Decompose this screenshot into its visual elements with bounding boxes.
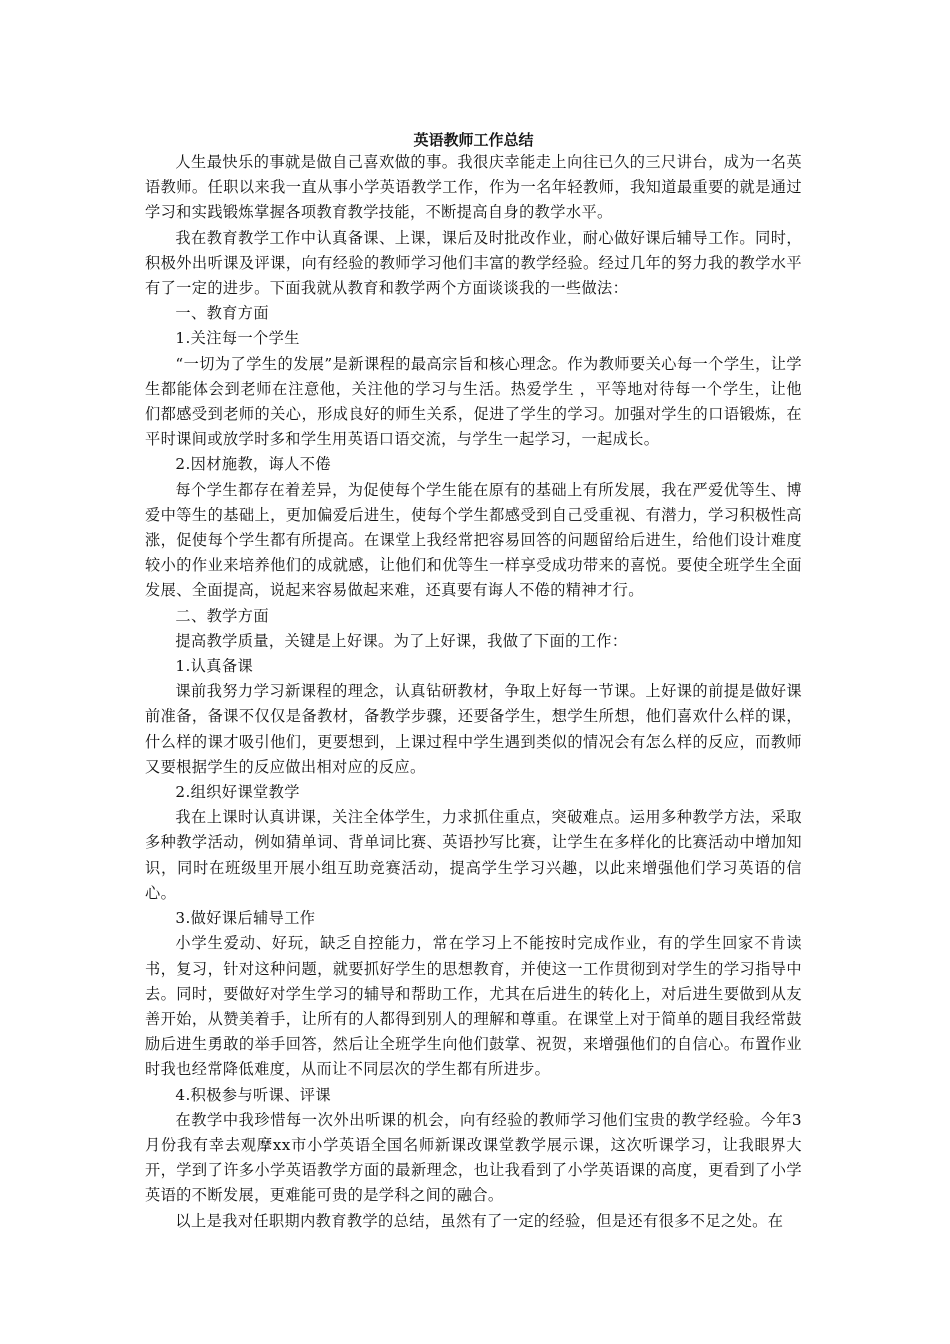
subheading-classroom-organization: 2.组织好课堂教学: [175, 783, 300, 802]
document-title: 英语教师工作总结: [413, 131, 534, 149]
subheading-care-every-student: 1.关注每一个学生: [175, 329, 300, 348]
paragraph-lesson-prep: 课前我努力学习新课程的理念，认真钻研教材，争取上好每一节课。上好课的前提是做好课前准备，备课不仅仅是备教材，备教学步骤，还要备学生，想学生所想，他们喜欢什么样的课，什么样的课才吸引他们，更要想到，上课过程中学生遇到类似的情况会有怎么样的反应，而教师又要根据学生的反应做出相对应的反应。: [145, 682, 802, 776]
paragraph-overview: 我在教育教学工作中认真备课、上课，课后及时批改作业，耐心做好课后辅导工作。同时，积极外出听课及评课，向有经验的教师学习他们丰富的教学经验。经过几年的努力我的教学水平有了一定的进步。下面我就从教育和教学两个方面谈谈我的一些做法：: [145, 228, 802, 298]
subheading-after-class-tutoring: 3.做好课后辅导工作: [175, 909, 316, 928]
subheading-observation: 4.积极参与听课、评课: [175, 1085, 331, 1104]
subheading-individualized-teaching: 2.因材施教，诲人不倦: [175, 455, 331, 474]
paragraph-after-class-tutoring: 小学生爱动、好玩，缺乏自控能力，常在学习上不能按时完成作业，有的学生回家不肯读书，复习，针对这种问题，就要抓好学生的思想教育，并使这一工作贯彻到对学生的学习指导中去。同时，要做好对学生学习的辅导和帮助工作，尤其在后进生的转化上，对后进生要做到从友善开始，从赞美着手，让所有的人都得到别人的理解和尊重。在课堂上对于简单的题目我经常鼓励后进生勇敢的举手回答，然后让全班学生向他们鼓掌、祝贺，来增强他们的自信心。布置作业时我也经常降低难度，从而让不同层次的学生都有所进步。: [145, 934, 802, 1079]
paragraph-intro: 人生最快乐的事就是做自己喜欢做的事。我很庆幸能走上向往已久的三尺讲台，成为一名英语教师。任职以来我一直从事小学英语教学工作，作为一名年轻教师，我知道最重要的就是通过学习和实践锻炼掌握各项教育教学技能，不断提高自身的教学水平。: [145, 153, 802, 222]
subheading-lesson-prep: 1.认真备课: [175, 657, 254, 676]
paragraph-observation: 在教学中我珍惜每一次外出听课的机会，向有经验的教师学习他们宝贵的教学经验。今年3月份我有幸去观摩xx市小学英语全国名师新课改课堂教学展示课，这次听课学习，让我眼界大开，学到了许多小学英语教学方面的最新理念，也让我看到了小学英语课的高度，更看到了小学英语的不断发展，更难能可贵的是学科之间的融合。: [145, 1110, 802, 1205]
document-body: [145, 150, 802, 1234]
paragraph-individualized-teaching: 每个学生都存在着差异，为促使每个学生能在原有的基础上有所发展，我在严爱优等生、博爱中等生的基础上，更加偏爱后进生，使每个学生都感受到自己受重视、有潜力，学习积极性高涨，促使每个学生都有所提高。在课堂上我经常把容易回答的问题留给后进生，给他们设计难度较小的作业来培养他们的成就感，让他们和优等生一样享受成功带来的喜悦。要使全班学生全面发展、全面提高，说起来容易做起来难，还真要有诲人不倦的精神才行。: [145, 480, 802, 600]
paragraph-classroom-organization: 我在上课时认真讲课，关注全体学生，力求抓住重点，突破难点。运用多种教学方法，采取多种教学活动，例如猜单词、背单词比赛、英语抄写比赛，让学生在多样化的比赛活动中增加知识，同时在班级里开展小组互助竞赛活动，提高学生学习兴趣，以此来增强他们学习英语的信心。: [145, 808, 802, 902]
section-heading-education: 一、教育方面: [175, 304, 269, 323]
paragraph-care-every-student: “一切为了学生的发展”是新课程的最高宗旨和核心理念。作为教师要关心每一个学生，让学生都能体会到老师在注意他，关注他的学习与生活。热爱学生 ，平等地对待每一个学生，让他们都感受到老师的关心，形成良好的师生关系，促进了学生的学习。加强对学生的口语锻炼，在平时课间或放学时多和学生用英语口语交流，与学生一起学习，一起成长。: [145, 354, 802, 449]
paragraph-teaching-intro: 提高教学质量，关键是上好课。为了上好课，我做了下面的工作：: [175, 631, 628, 650]
section-heading-teaching: 二、教学方面: [175, 606, 269, 625]
paragraph-conclusion: 以上是我对任职期内教育教学的总结，虽然有了一定的经验，但是还有很多不足之处。在: [175, 1211, 784, 1230]
